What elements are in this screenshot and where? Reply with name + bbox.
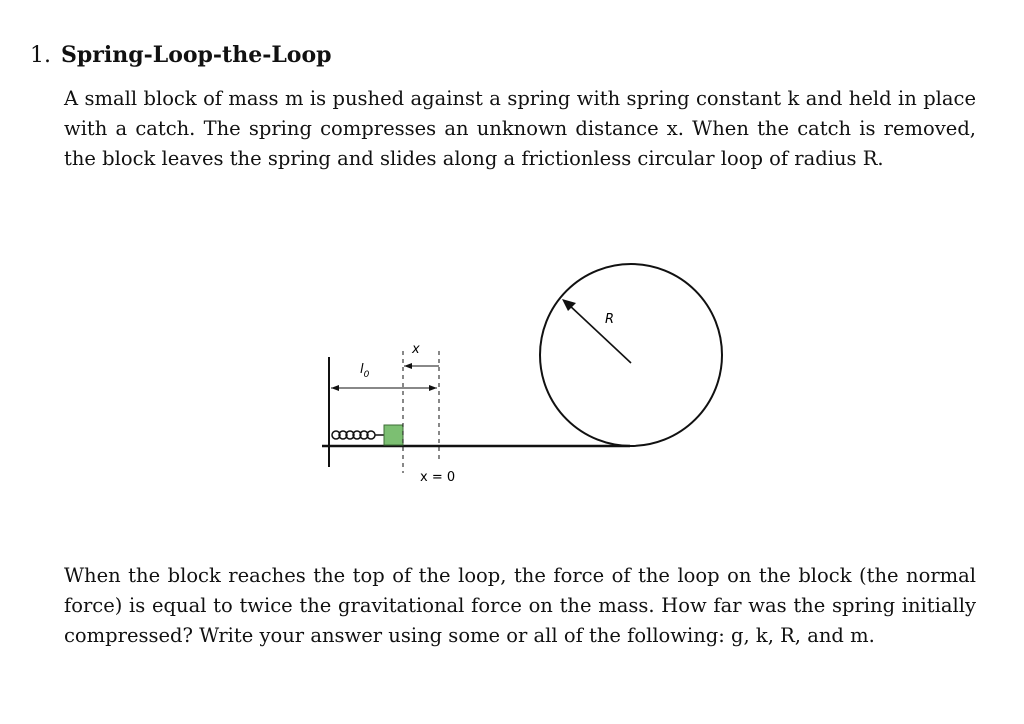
radius-line: [568, 304, 631, 363]
problem-question-paragraph: When the block reaches the top of the loop, the force of the loop on the block (the normal force) is equal to twice the gravitational force on the mass. How far was the spring initially compressed? Write your answer using some or all of the following: g, k, R, and m.: [64, 564, 976, 647]
problem-intro-paragraph: A small block of mass m is pushed against a spring with spring constant k and held in place with a catch. The spring compresses an unknown distance x. When the catch is removed, the block leaves the spring and slides along a frictionless circular loop of radius R.: [64, 87, 976, 170]
spring: [332, 431, 384, 439]
equilibrium-label: x = 0: [420, 470, 456, 485]
radius-label: R: [605, 312, 615, 327]
block: [384, 425, 403, 445]
natural-length-arrowhead-right: [429, 385, 437, 391]
compression-arrowhead: [404, 363, 412, 369]
natural-length-label: $l_0$: [360, 362, 370, 380]
circular-loop: [540, 264, 722, 446]
spring-loop-figure: [300, 245, 740, 495]
problem-header: [30, 42, 332, 68]
compression-label: x: [412, 342, 420, 357]
problem-title: Spring-Loop-the-Loop: [61, 42, 332, 68]
figure-canvas: [300, 245, 740, 495]
problem-number: 1.: [30, 43, 51, 68]
natural-length-arrowhead-left: [331, 385, 339, 391]
